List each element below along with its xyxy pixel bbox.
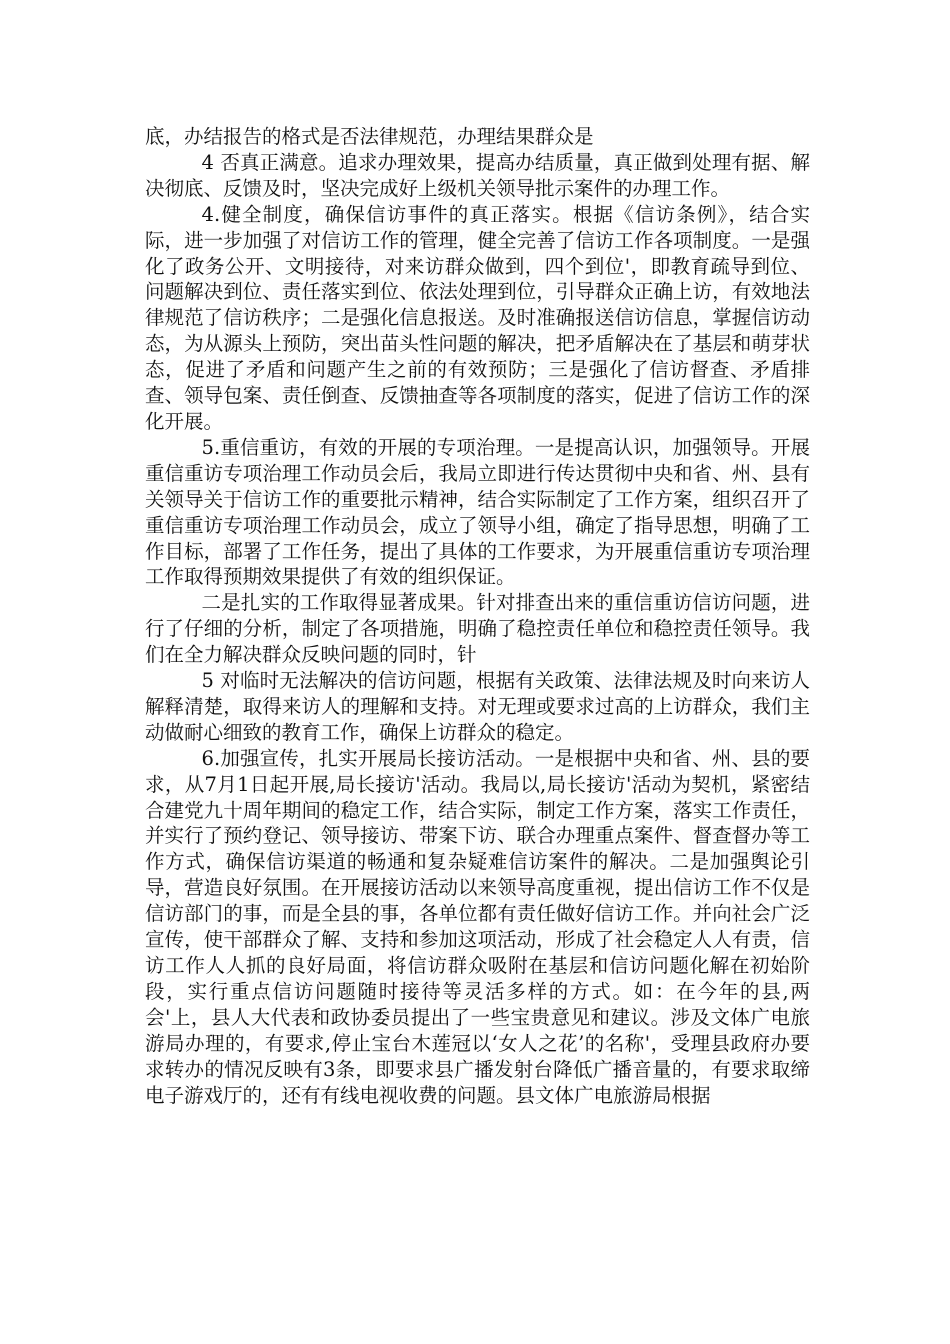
paragraph-item-5-part-3: 5 对临时无法解决的信访问题，根据有关政策、法律法规及时向来访人解释清楚，取得来访人的理解和支持。对无理或要求过高的上访群众，我们主动做耐心细致的教育工作，确保上访群众的稳定。 — [145, 669, 810, 744]
paragraph-item-5: 5.重信重访，有效的开展的专项治理。一是提高认识，加强领导。开展重信重访专项治理工作动员会后，我局立即进行传达贯彻中央和省、州、县有关领导关于信访工作的重要批示精神，结合实际制定了工作方案，组织召开了重信重访专项治理工作动员会，成立了领导小组，确定了指导思想，明确了工作目标，部署了工作任务，提出了具体的工作要求，为开展重信重访专项治理工作取得预期效果提供了有效的组织保证。 — [145, 435, 810, 589]
paragraph-item-4: 4.健全制度，确保信访事件的真正落实。根据《信访条例》，结合实际，进一步加强了对信访工作的管理，健全完善了信访工作各项制度。一是强化了政务公开、文明接待，对来访群众做到，四个到位'，即教育疏导到位、问题解决到位、责任落实到位、依法处理到位，引导群众正确上访，有效地法律规范了信访秩序；二是强化信息报送。及时准确报送信访信息，掌握信访动态，为从源头上预防，突出苗头性问题的解决，把矛盾解决在了基层和萌芽状态，促进了矛盾和问题产生之前的有效预防；三是强化了信访督查、矛盾排查、领导包案、责任倒查、反馈抽查等各项制度的落实，促进了信访工作的深化开展。 — [145, 202, 810, 433]
document-body — [145, 124, 810, 1108]
paragraph-continuation: 底，办结报告的格式是否法律规范，办理结果群众是 — [145, 125, 594, 148]
paragraph-item-5-part-2: 二是扎实的工作取得显著成果。针对排查出来的重信重访信访问题，进行了仔细的分析，制定了各项措施，明确了稳控责任单位和稳控责任领导。我们在全力解决群众反映问题的同时，针 — [145, 591, 810, 667]
paragraph-4-continuation: 4 否真正满意。追求办理效果，提高办结质量，真正做到处理有据、解决彻底、反馈及时，坚决完成好上级机关领导批示案件的办理工作。 — [145, 150, 810, 200]
paragraph-item-6: 6.加强宣传，扎实开展局长接访活动。一是根据中央和省、州、县的要求，从7月1日起开展,局长接访'活动。我局以,局长接访'活动为契机，紧密结合建党九十周年期间的稳定工作，结合实际，制定工作方案，落实工作责任，并实行了预约登记、领导接访、带案下访、联合办理重点案件、督查督办等工作方式，确保信访渠道的畅通和复杂疑难信访案件的解决。二是加强舆论引导，营造良好氛围。在开展接访活动以来领导高度重视，提出信访工作不仅是信访部门的事，而是全县的事，各单位都有责任做好信访工作。并向社会广泛宣传，使干部群众了解、支持和参加这项活动，形成了社会稳定人人有责，信访工作人人抓的良好局面，将信访群众吸附在基层和信访问题化解在初始阶段，实行重点信访问题随时接待等灵活多样的方式。如：在今年的县,两会'上，县人大代表和政协委员提出了一些宝贵意见和建议。涉及文体广电旅游局办理的，有要求,停止宝台木莲冠以‘女人之花’的名称'，受理县政府办要求转办的情况反映有3条，即要求县广播发射台降低广播音量的，有要求取缔电子游戏厅的，还有有线电视收费的问题。县文体广电旅游局根据 — [145, 746, 810, 1107]
